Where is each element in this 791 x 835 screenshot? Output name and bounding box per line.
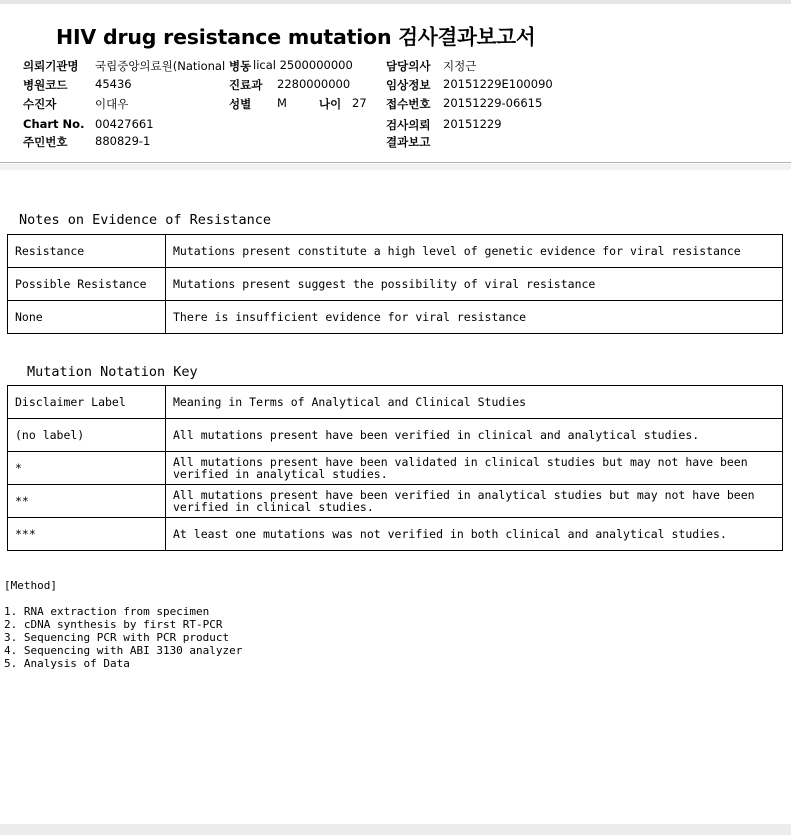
header-divider	[0, 162, 791, 163]
doctor-label: 담당의사	[386, 59, 431, 73]
institution-value: 국립중앙의료원(National	[95, 59, 226, 73]
page-top-bar	[0, 0, 791, 4]
recipient-value: 이대우	[95, 97, 129, 111]
table-row	[8, 419, 783, 452]
resident-no-label: 주민번호	[23, 135, 68, 149]
recipient-label: 수진자	[23, 97, 57, 111]
sex-label: 성별	[229, 97, 252, 111]
department-value: 2280000000	[277, 77, 351, 91]
table-row	[8, 518, 783, 551]
notation-meaning: All mutations present have been validated in clinical studies but may not have been verified in analytical studies.	[166, 452, 783, 485]
ward-value: lical 2500000000	[253, 58, 353, 72]
method-title: [Method]	[4, 579, 57, 592]
doctor-value: 지정근	[443, 59, 477, 73]
method-step: 2. cDNA synthesis by first RT-PCR	[4, 618, 223, 631]
result-report-label: 결과보고	[386, 135, 431, 149]
header-divider-band	[0, 164, 791, 170]
resistance-meaning: There is insufficient evidence for viral resistance	[166, 301, 783, 334]
table-header-row	[8, 386, 783, 419]
resistance-term: Resistance	[8, 235, 166, 268]
table-row	[8, 485, 783, 518]
age-label: 나이	[319, 97, 342, 111]
method-step: 3. Sequencing PCR with PCR product	[4, 631, 230, 644]
ward-label: 병동	[229, 59, 252, 73]
method-step: 1. RNA extraction from specimen	[4, 605, 210, 618]
notation-key-heading: Mutation Notation Key	[27, 364, 198, 380]
method-steps	[4, 605, 242, 670]
notation-key-table	[7, 385, 783, 551]
department-label: 진료과	[229, 78, 263, 92]
receipt-no-value: 20151229-06615	[443, 96, 543, 110]
sex-value: M	[277, 96, 287, 110]
clinical-info-label: 임상정보	[386, 78, 431, 92]
resistance-meaning: Mutations present suggest the possibility of viral resistance	[166, 268, 783, 301]
age-value: 27	[352, 96, 367, 110]
resistance-notes-heading: Notes on Evidence of Resistance	[19, 212, 271, 228]
resistance-term: None	[8, 301, 166, 334]
notation-label: (no label)	[8, 419, 166, 452]
notation-label: **	[8, 485, 166, 518]
column-header-meaning: Meaning in Terms of Analytical and Clinical Studies	[166, 386, 783, 419]
table-row	[8, 301, 783, 334]
table-row	[8, 268, 783, 301]
notation-meaning: At least one mutations was not verified in both clinical and analytical studies.	[166, 518, 783, 551]
method-section	[4, 579, 242, 670]
resistance-meaning: Mutations present constitute a high level of genetic evidence for viral resistance	[166, 235, 783, 268]
resistance-term: Possible Resistance	[8, 268, 166, 301]
notation-label: ***	[8, 518, 166, 551]
test-request-value: 20151229	[443, 117, 502, 131]
institution-label: 의뢰기관명	[23, 59, 79, 73]
resistance-notes-table	[7, 234, 783, 334]
clinical-info-value: 20151229E100090	[443, 77, 553, 91]
method-step: 4. Sequencing with ABI 3130 analyzer	[4, 644, 243, 657]
notation-label: *	[8, 452, 166, 485]
receipt-no-label: 접수번호	[386, 97, 431, 111]
table-row	[8, 235, 783, 268]
hospital-code-label: 병원코드	[23, 78, 68, 92]
notation-meaning: All mutations present have been verified in analytical studies but may not have been verified in clinical studies.	[166, 485, 783, 518]
column-header-label: Disclaimer Label	[8, 386, 166, 419]
table-row	[8, 452, 783, 485]
chart-no-label: Chart No.	[23, 117, 85, 131]
chart-no-value: 00427661	[95, 117, 154, 131]
test-request-label: 검사의뢰	[386, 118, 431, 132]
notation-meaning: All mutations present have been verified in clinical and analytical studies.	[166, 419, 783, 452]
page-bottom-bar	[0, 824, 791, 835]
report-title: HIV drug resistance mutation 검사결과보고서	[56, 25, 536, 49]
hospital-code-value: 45436	[95, 77, 132, 91]
method-step: 5. Analysis of Data	[4, 657, 130, 670]
resident-no-value: 880829-1	[95, 134, 151, 148]
